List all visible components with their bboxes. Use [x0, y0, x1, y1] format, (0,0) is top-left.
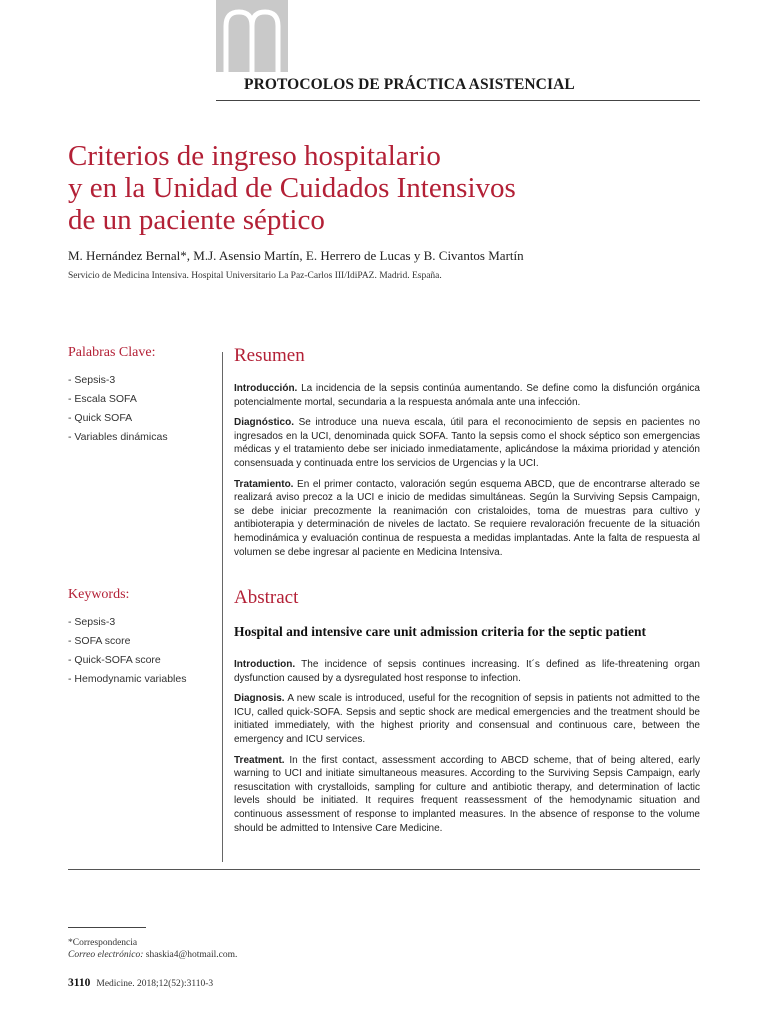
keyword-item: - Hemodynamic variables — [68, 673, 187, 685]
abstract-title: Hospital and intensive care unit admission criteria for the septic patient — [234, 624, 646, 639]
paragraph-text: Se introduce una nueva escala, útil para el reconocimiento de sepsis en pacientes no ingresados en la UCI, denominada quick SOFA. Tanto la sepsis como el shock séptico son emergencias médicas y el tratamiento debe ser iniciado inmediatamente, aplicándose la máxima prioridad y atención consensuada y continuada entre los servicios de Urgencias y la UCI. — [234, 417, 700, 469]
keyword-item: - Quick-SOFA score — [68, 654, 161, 666]
paragraph-text: En el primer contacto, valoración según esquema ABCD, que de encontrarse alterado se realizará aviso precoz a la UCI e inicio de medidas simultáneas. Según la Surviving Sepsis Campaign, se debe iniciar precozmente la reanimación con cristaloides, toma de muestras para cultivo y antibioterapia y determinación de niveles de lactato. Se requiere revaloración frecuente de la situación hemodinámica y evaluación continua de respuesta a medidas implantadas. Ante la falta de respuesta al volumen se debe ingresar al paciente en Medicina Intensiva. — [234, 478, 700, 558]
keywords-en — [68, 587, 218, 689]
citation: Medicine. 2018;12(52):3110-3 — [96, 979, 214, 989]
content-divider — [68, 869, 700, 870]
keyword-item: - Sepsis-3 — [68, 374, 116, 386]
paragraph-label: Introducción. — [234, 383, 298, 394]
resumen-section — [234, 345, 700, 566]
email-line — [68, 949, 237, 961]
page-number: 3110 — [68, 977, 91, 989]
paragraph-label: Treatment. — [234, 754, 285, 766]
authors: M. Hernández Bernal*, M.J. Asensio Martín, E. Herrero de Lucas y B. Civantos Martín — [68, 248, 524, 263]
abstract-paragraph — [234, 692, 700, 746]
title-line-1: Criterios de ingreso hospitalario — [68, 140, 441, 172]
affiliation: Servicio de Medicina Intensiva. Hospital Universitario La Paz-Carlos III/IdiPAZ. Madrid. España. — [68, 271, 442, 281]
section-header: PROTOCOLOS DE PRÁCTICA ASISTENCIAL — [244, 76, 575, 93]
keyword-item: - SOFA score — [68, 635, 131, 647]
resumen-paragraph — [234, 416, 700, 470]
paragraph-text: A new scale is introduced, useful for the recognition of sepsis in patients not admitted to the ICU, called quick-SOFA. Sepsis and septic shock are medical emergencies and the treatment should be initiated immediately, with the highest priority and consensual and continuous care, between the emergency and ICU services. — [234, 693, 700, 745]
paragraph-text: The incidence of sepsis continues increasing. It´s defined as life-threatening organ dysfunction caused by a dysregulated host response to infection. — [234, 659, 700, 684]
abstract-paragraph — [234, 658, 700, 685]
paragraph-text: In the first contact, assessment according to ABCD scheme, that of being altered, early warning to UCI and initiate simultaneous measures. According to the Surviving Sepsis Campaign, early resuscitation with crystalloids, sampling for culture and antibiotic therapy, and determination of lactic levels should be initiated. It requires frequent reassessment of the hemodynamic situation and continuous assessment of response to implanted measures. In the absence of response to the volume should be admitted to Intensive Care Medicine. — [234, 754, 700, 834]
keywords-en-title: Keywords: — [68, 587, 130, 602]
paragraph-label: Diagnosis. — [234, 693, 285, 705]
resumen-paragraph — [234, 478, 700, 560]
paragraph-label: Diagnóstico. — [234, 417, 295, 429]
abstract-section — [234, 587, 700, 842]
logo-m-icon — [216, 0, 288, 72]
title-line-3: de un paciente séptico — [68, 204, 325, 236]
keyword-item: - Sepsis-3 — [68, 616, 116, 628]
column-divider — [222, 352, 223, 862]
title-line-2: y en la Unidad de Cuidados Intensivos — [68, 172, 516, 204]
keywords-es — [68, 345, 218, 447]
abstract-paragraph — [234, 754, 700, 836]
email-address[interactable]: shaskia4@hotmail.com. — [145, 950, 238, 960]
footnote — [68, 937, 237, 961]
paragraph-label: Tratamiento. — [234, 478, 294, 490]
resumen-paragraph — [234, 382, 700, 409]
keyword-item: - Variables dinámicas — [68, 431, 168, 443]
header-divider — [216, 100, 700, 101]
correspondence-note: *Correspondencia — [68, 938, 138, 948]
paragraph-label: Introduction. — [234, 659, 296, 670]
abstract-heading: Abstract — [234, 587, 299, 608]
keyword-item: - Escala SOFA — [68, 393, 137, 405]
keywords-es-title: Palabras Clave: — [68, 345, 156, 360]
journal-logo — [216, 0, 288, 72]
article-title — [68, 140, 708, 236]
keyword-item: - Quick SOFA — [68, 412, 133, 424]
paragraph-text: La incidencia de la sepsis continúa aumentando. Se define como la disfunción orgánica potencialmente mortal, secundaria a la respuesta anómala ante una infección. — [234, 383, 700, 408]
email-label: Correo electrónico: — [68, 950, 144, 960]
page-footer — [68, 977, 213, 989]
resumen-heading: Resumen — [234, 345, 305, 366]
footnote-rule — [68, 927, 146, 928]
